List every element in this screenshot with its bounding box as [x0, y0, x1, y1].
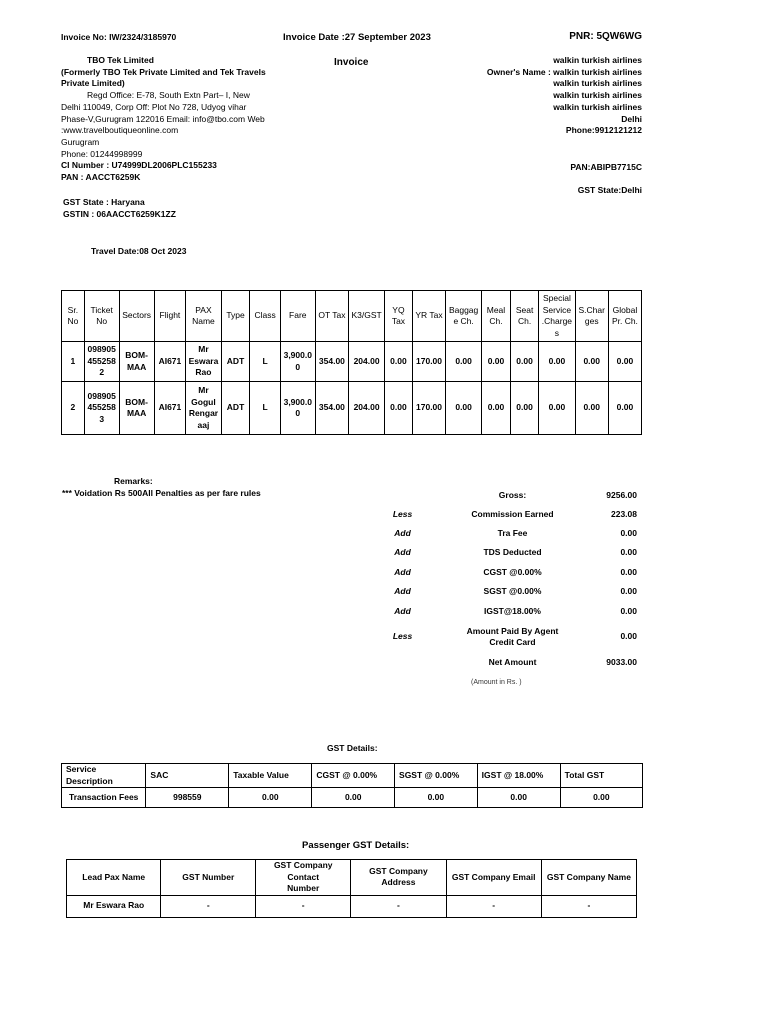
column-header: Sr. No — [62, 291, 85, 342]
table-cell: 204.00 — [349, 382, 385, 435]
table-cell: 170.00 — [412, 382, 445, 435]
column-header: Seat Ch. — [510, 291, 538, 342]
remarks-label: Remarks: — [114, 476, 153, 486]
totals-row — [380, 547, 640, 563]
passenger-gst-table — [66, 859, 637, 918]
column-header: Lead Pax Name — [67, 860, 161, 896]
table-cell: 0.00 — [608, 342, 641, 382]
table-cell: 098905 455258 3 — [84, 382, 119, 435]
column-header: Flight — [154, 291, 185, 342]
customer-line: walkin turkish airlines — [553, 101, 642, 112]
table-cell: BOM- MAA — [119, 342, 154, 382]
totals-row — [380, 490, 640, 506]
table-cell: 204.00 — [349, 342, 385, 382]
totals-value: 9256.00 — [606, 490, 637, 500]
table-cell: - — [446, 895, 541, 917]
totals-operator: Add — [394, 567, 411, 577]
customer-line: walkin turkish airlines — [553, 78, 642, 89]
page-title: Invoice — [334, 57, 369, 68]
totals-label: Tra Fee — [497, 528, 528, 538]
table-cell: - — [161, 895, 256, 917]
gst-details-title: GST Details: — [327, 743, 378, 753]
totals-row — [380, 606, 640, 622]
customer-phone: Phone:9912121212 — [565, 125, 642, 136]
table-cell: L — [250, 382, 281, 435]
column-header: IGST @ 18.00% — [477, 764, 560, 788]
company-address-line: :www.travelboutiqueonline.com — [61, 125, 179, 136]
table-cell: 0.00 — [575, 382, 608, 435]
invoice-number: Invoice No: IW/2324/3185970 — [61, 32, 177, 42]
totals-label: IGST@18.00% — [484, 606, 541, 616]
fare-table-header — [62, 291, 642, 342]
column-header: GST Company Contact Number — [256, 860, 351, 896]
totals-operator: Add — [394, 547, 411, 557]
table-cell: AI671 — [154, 382, 185, 435]
totals-value: 0.00 — [620, 567, 637, 577]
column-header: GST Company Name — [541, 860, 636, 896]
column-header: OT Tax — [315, 291, 348, 342]
table-cell: BOM- MAA — [119, 382, 154, 435]
table-cell: 0.00 — [608, 382, 641, 435]
customer-block — [382, 55, 642, 137]
invoice-date: Invoice Date :27 September 2023 — [283, 32, 431, 43]
column-header: K3/GST — [349, 291, 385, 342]
totals-label: Commission Earned — [471, 509, 554, 519]
totals-row — [380, 567, 640, 583]
customer-pan: PAN:ABIPB7715C — [570, 162, 642, 172]
passenger-gst-title: Passenger GST Details: — [302, 840, 410, 851]
company-ci-number: CI Number : U74999DL2006PLC155233 — [61, 160, 217, 171]
travel-date: Travel Date:08 Oct 2023 — [91, 246, 187, 256]
column-header: Type — [221, 291, 250, 342]
company-formerly-1: (Formerly TBO Tek Private Limited and Tek Travels — [61, 66, 266, 77]
table-cell: 0.00 — [482, 342, 511, 382]
totals-row — [380, 509, 640, 525]
totals-operator: Add — [394, 528, 411, 538]
table-cell: 0.00 — [229, 788, 312, 808]
column-header: SGST @ 0.00% — [395, 764, 478, 788]
column-header: Fare — [280, 291, 315, 342]
totals-label: Net Amount — [488, 657, 537, 667]
company-gst-block — [63, 197, 176, 220]
table-cell: 0.00 — [385, 382, 413, 435]
table-cell: 0.00 — [539, 382, 575, 435]
customer-owner: Owner's Name : walkin turkish airlines — [486, 66, 642, 77]
column-header: Class — [250, 291, 281, 342]
table-cell: ADT — [221, 382, 250, 435]
totals-label: CGST @0.00% — [483, 567, 542, 577]
totals-operator: Add — [394, 606, 411, 616]
table-cell: 0.00 — [560, 788, 642, 808]
table-cell: Transaction Fees — [62, 788, 146, 808]
table-cell: 3,900.0 0 — [280, 342, 315, 382]
column-header: Total GST — [560, 764, 642, 788]
totals-row — [380, 626, 640, 647]
totals-label: TDS Deducted — [483, 547, 542, 557]
column-header: SAC — [146, 764, 229, 788]
company-address-line: Delhi 110049, Corp Off: Plot No 728, Udyog vihar — [61, 101, 247, 112]
column-header: S.Char ges — [575, 291, 608, 342]
gst-details-table — [61, 763, 643, 808]
totals-operator: Less — [392, 631, 413, 641]
table-cell: 0.00 — [395, 788, 478, 808]
totals-value: 0.00 — [620, 631, 637, 641]
column-header: GST Company Address — [351, 860, 446, 896]
amount-currency-note: (Amount in Rs. ) — [471, 679, 522, 686]
column-header: Ticket No — [84, 291, 119, 342]
customer-gst-state: GST State:Delhi — [577, 185, 642, 195]
company-address-line: Phone: 01244998999 — [61, 148, 143, 159]
table-cell: 0.00 — [446, 382, 482, 435]
table-cell: AI671 — [154, 342, 185, 382]
column-header: GST Number — [161, 860, 256, 896]
fare-table — [61, 290, 642, 435]
totals-value: 9033.00 — [606, 657, 637, 667]
fare-table-body — [62, 342, 642, 435]
table-cell: 3,900.0 0 — [280, 382, 315, 435]
totals-value: 223.08 — [611, 509, 637, 519]
totals-row — [380, 657, 640, 673]
totals-value: 0.00 — [620, 528, 637, 538]
company-block — [61, 55, 281, 184]
remarks-text: *** Voidation Rs 500All Penalties as per fare rules — [62, 488, 261, 498]
table-cell: 998559 — [146, 788, 229, 808]
company-pan: PAN : AACCT6259K — [61, 172, 141, 183]
totals-operator: Add — [394, 586, 411, 596]
column-header: YR Tax — [412, 291, 445, 342]
company-formerly-2: Private Limited) — [61, 78, 125, 89]
table-cell: Mr Eswara Rao — [67, 895, 161, 917]
table-row — [62, 382, 642, 435]
table-cell: Mr Gogul Rengar aaj — [186, 382, 222, 435]
table-cell: - — [256, 895, 351, 917]
table-cell: - — [541, 895, 636, 917]
column-header: PAX Name — [186, 291, 222, 342]
company-name: TBO Tek Limited — [87, 55, 154, 65]
totals-value: 0.00 — [620, 547, 637, 557]
customer-line: walkin turkish airlines — [553, 90, 642, 101]
table-cell: 2 — [62, 382, 85, 435]
table-cell: 0.00 — [510, 342, 538, 382]
column-header: Special Service .Charge s — [539, 291, 575, 342]
totals-label: Amount Paid By Agent Credit Card — [466, 626, 559, 647]
table-cell: 0.00 — [477, 788, 560, 808]
column-header: Baggag e Ch. — [446, 291, 482, 342]
table-row — [62, 788, 643, 808]
table-cell: 1 — [62, 342, 85, 382]
column-header: Meal Ch. — [482, 291, 511, 342]
table-cell: 0.00 — [446, 342, 482, 382]
totals-operator: Less — [392, 509, 413, 519]
gst-details-header — [62, 764, 643, 788]
company-address-line: Phase-V,Gurugram 122016 Email: info@tbo.com Web — [61, 113, 265, 124]
column-header: Global Pr. Ch. — [608, 291, 641, 342]
table-cell: ADT — [221, 342, 250, 382]
table-cell: 0.00 — [312, 788, 395, 808]
company-address-line: Regd Office: E-78, South Extn Part– I, New — [87, 90, 250, 101]
column-header: Sectors — [119, 291, 154, 342]
table-cell: 098905 455258 2 — [84, 342, 119, 382]
column-header: Service Description — [62, 764, 146, 788]
table-cell: L — [250, 342, 281, 382]
table-cell: 0.00 — [385, 342, 413, 382]
totals-value: 0.00 — [620, 586, 637, 596]
table-cell: 0.00 — [482, 382, 511, 435]
totals-value: 0.00 — [620, 606, 637, 616]
table-cell: 0.00 — [575, 342, 608, 382]
column-header: GST Company Email — [446, 860, 541, 896]
totals-label: SGST @0.00% — [483, 586, 542, 596]
table-cell: 0.00 — [539, 342, 575, 382]
table-row — [67, 895, 637, 917]
table-cell: Mr Eswara Rao — [186, 342, 222, 382]
passenger-gst-header — [67, 860, 637, 896]
table-cell: 170.00 — [412, 342, 445, 382]
pnr: PNR: 5QW6WG — [569, 31, 642, 42]
totals-label: Gross: — [498, 490, 527, 500]
customer-city: Delhi — [621, 113, 642, 124]
customer-line: walkin turkish airlines — [553, 55, 642, 65]
column-header: YQ Tax — [385, 291, 413, 342]
table-cell: - — [351, 895, 446, 917]
company-address-line: Gurugram — [61, 136, 100, 147]
totals-row — [380, 586, 640, 602]
table-cell: 354.00 — [315, 342, 348, 382]
column-header: CGST @ 0.00% — [312, 764, 395, 788]
company-gstin: GSTIN : 06AACCT6259K1ZZ — [63, 208, 176, 219]
totals-row — [380, 528, 640, 544]
table-cell: 0.00 — [510, 382, 538, 435]
table-cell: 354.00 — [315, 382, 348, 435]
column-header: Taxable Value — [229, 764, 312, 788]
company-gst-state: GST State : Haryana — [63, 197, 145, 207]
table-row — [62, 342, 642, 382]
